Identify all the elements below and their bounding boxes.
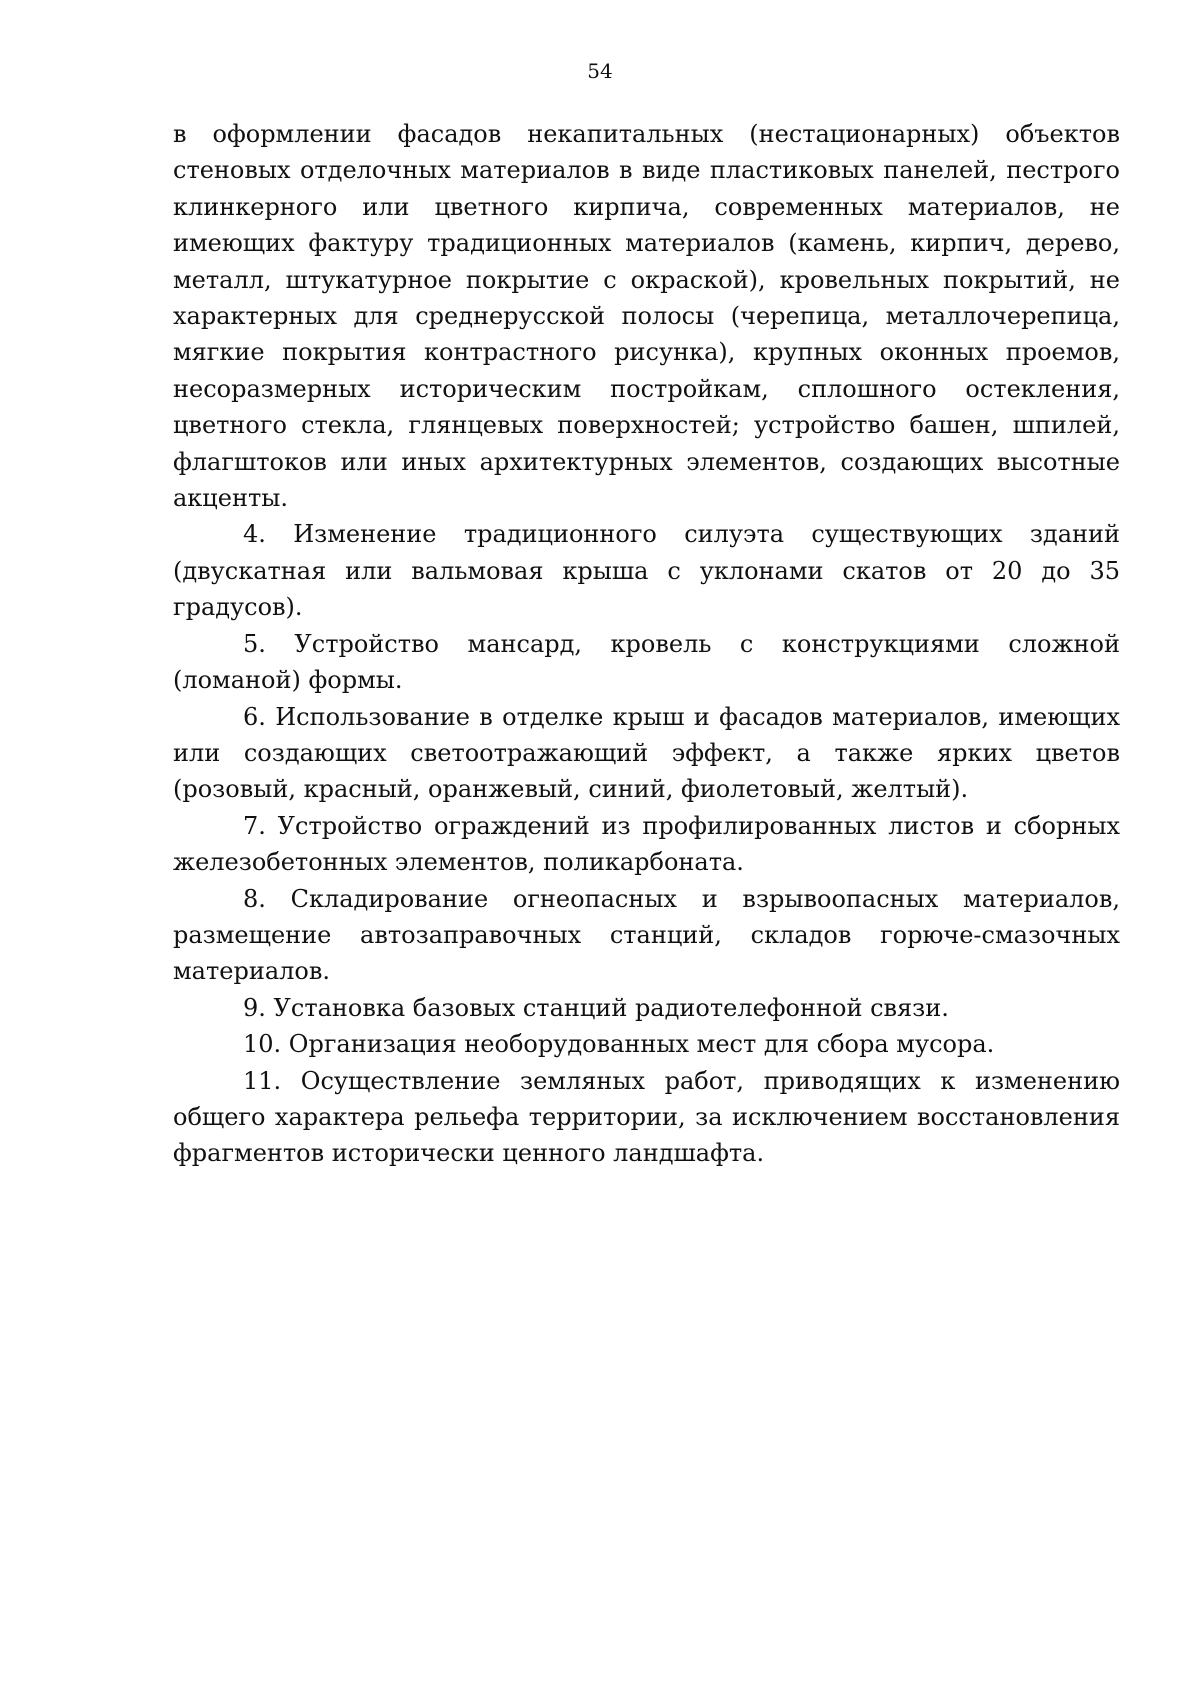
- paragraph-continuation: в оформлении фасадов некапитальных (нестационарных) объектов стеновых отделочных материалов в виде пластиковых панелей, пестрого клинкерного или цветного кирпича, современных материалов, не имеющих фактуру традиционных материалов (камень, кирпич, дерево, металл, штукатурное покрытие с окраской), кровельных покрытий, не характерных для среднерусской полосы (черепица, металлочерепица, мягкие покрытия контрастного рисунка), крупных оконных проемов, несоразмерных историческим постройкам, сплошного остекления, цветного стекла, глянцевых поверхностей; устройство башен, шпилей, флагштоков или иных архитектурных элементов, создающих высотные акценты.: [173, 120, 1120, 513]
- page-number: 54: [587, 59, 613, 83]
- paragraph-item-7: 7. Устройство ограждений из профилированных листов и сборных железобетонных элементов, поликарбоната.: [173, 811, 1120, 877]
- document-body: [173, 116, 1120, 1172]
- paragraph-item-9: 9. Установка базовых станций радиотелефонной связи.: [243, 993, 949, 1022]
- paragraph-item-5: 5. Устройство мансард, кровель с конструкциями сложной (ломаной) формы.: [173, 629, 1120, 695]
- paragraph-item-10: 10. Организация необорудованных мест для сбора мусора.: [243, 1030, 995, 1059]
- paragraph-item-11: 11. Осуществление земляных работ, приводящих к изменению общего характера рельефа территории, за исключением восстановления фрагментов исторически ценного ландшафта.: [173, 1066, 1120, 1168]
- paragraph-item-8: 8. Складирование огнеопасных и взрывоопасных материалов, размещение автозаправочных станций, складов горюче-смазочных материалов.: [173, 884, 1120, 986]
- paragraph-item-6: 6. Использование в отделке крыш и фасадов материалов, имеющих или создающих светоотражающий эффект, а также ярких цветов (розовый, красный, оранжевый, синий, фиолетовый, желтый).: [173, 702, 1120, 804]
- paragraph-item-4: 4. Изменение традиционного силуэта существующих зданий (двускатная или вальмовая крыша с уклонами скатов от 20 до 35 градусов).: [173, 520, 1120, 622]
